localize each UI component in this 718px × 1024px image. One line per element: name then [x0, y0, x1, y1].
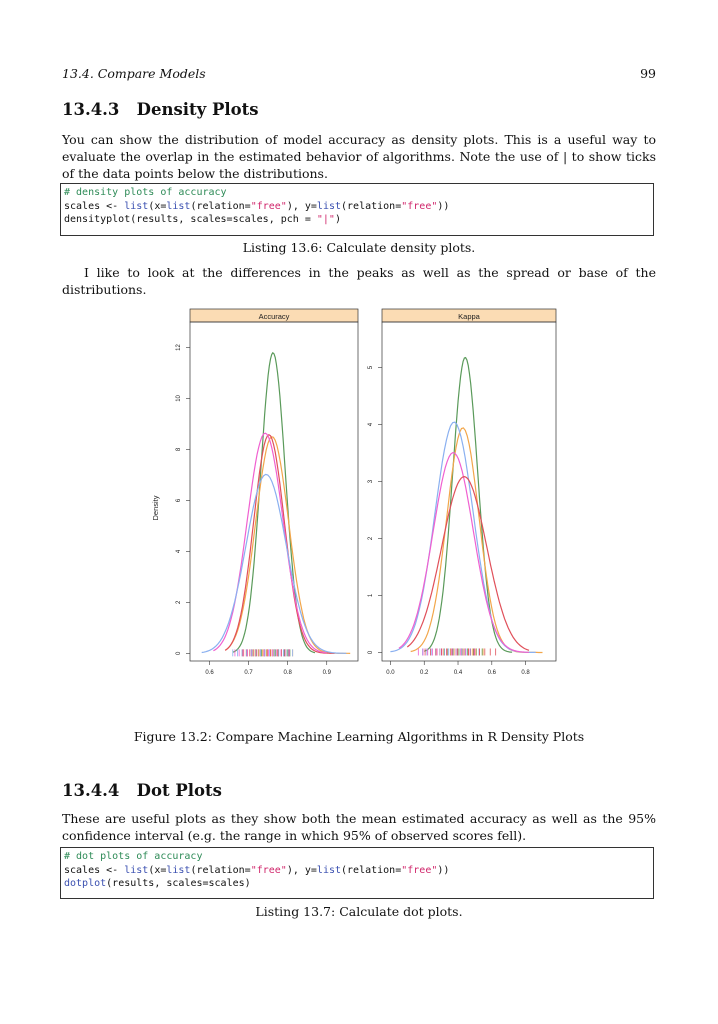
- code-string: "free": [401, 864, 438, 876]
- y-tick-label: 8: [176, 447, 182, 452]
- y-tick-label: 4: [368, 422, 374, 427]
- code-text: )): [437, 864, 450, 876]
- listing-caption-density: Listing 13.6: Calculate density plots.: [242, 240, 476, 255]
- x-tick-label: 0.8: [521, 670, 530, 676]
- y-tick-label: 12: [176, 344, 182, 351]
- running-head: 13.4. Compare Models: [62, 66, 206, 81]
- x-tick-label: 0.0: [386, 670, 395, 676]
- section-title-dot: [62, 781, 222, 800]
- code-text: scales <-: [64, 200, 125, 212]
- density-paragraph: You can show the distribution of model accuracy as density plots. This is a useful way to evaluate the overlap in the estimated behavior of algorithms. Note the use of | to show ticks of the data points below the distributions.: [62, 132, 656, 181]
- density-curve-blue: [202, 474, 347, 653]
- x-tick-label: 0.7: [244, 670, 253, 676]
- peaks-paragraph: I like to look at the differences in the peaks as well as the spread or base of the distributions.: [62, 265, 656, 297]
- x-tick-label: 0.6: [487, 670, 496, 676]
- code-text: (relation=: [341, 864, 402, 876]
- code-function: list: [316, 200, 342, 212]
- panel-kappa: [368, 309, 556, 676]
- code-function: list: [124, 200, 149, 212]
- x-tick-label: 0.4: [453, 670, 463, 676]
- x-tick-label: 0.9: [322, 670, 331, 676]
- y-tick-label: 5: [368, 365, 374, 370]
- dot-paragraph: These are useful plots as they show both the mean estimated accuracy as well as the 95% confidence interval (e.g. the range in which 95% of observed scores fell).: [62, 811, 656, 843]
- code-text: densityplot(results, scales=scales, pch =: [64, 214, 317, 225]
- code-text: (x=: [148, 864, 167, 876]
- y-tick-label: 1: [368, 593, 374, 598]
- code-text: (results, scales=scales): [106, 878, 251, 889]
- section-heading: Density Plots: [136, 100, 259, 119]
- code-text: (relation=: [341, 200, 402, 212]
- code-function: list: [316, 864, 342, 876]
- strip-label-accuracy: Accuracy: [258, 312, 290, 321]
- x-tick-label: 0.8: [283, 670, 292, 676]
- panel-accuracy: [176, 309, 358, 676]
- code-text: ), y=: [286, 864, 317, 876]
- section-heading: Dot Plots: [136, 781, 222, 800]
- section-number: 13.4.3: [62, 100, 120, 119]
- x-tick-label: 0.6: [205, 670, 214, 676]
- y-tick-label: 4: [176, 549, 182, 554]
- code-function: list: [166, 200, 191, 212]
- code-function: list: [166, 864, 191, 876]
- code-text: )): [437, 200, 450, 212]
- y-tick-label: 0: [176, 651, 182, 656]
- density-curve-blue: [390, 422, 535, 652]
- code-listing-dot: [60, 847, 654, 899]
- y-tick-label: 2: [368, 536, 374, 541]
- y-tick-label: 2: [176, 600, 182, 605]
- figure-caption: Figure 13.2: Compare Machine Learning Algorithms in R Density Plots: [133, 729, 585, 744]
- y-tick-label: 6: [176, 498, 182, 503]
- code-function: list: [124, 864, 149, 876]
- strip-label-kappa: Kappa: [458, 312, 480, 321]
- code-comment: # dot plots of accuracy: [64, 851, 203, 862]
- code-string: "free": [250, 200, 287, 212]
- code-string: "free": [401, 200, 438, 212]
- page-number: 99: [640, 66, 656, 81]
- code-string: "free": [250, 864, 287, 876]
- plot-frame-accuracy: [190, 322, 358, 661]
- listing-caption-dot: Listing 13.7: Calculate dot plots.: [255, 904, 463, 919]
- y-tick-label: 3: [368, 479, 374, 484]
- y-tick-label: 0: [368, 650, 374, 655]
- code-function: dotplot: [64, 878, 107, 889]
- code-string: "|": [316, 214, 335, 225]
- code-text: (relation=: [190, 864, 251, 876]
- code-text: ), y=: [286, 200, 317, 212]
- density-curve-pink: [213, 433, 326, 653]
- code-comment: # density plots of accuracy: [64, 187, 227, 198]
- code-text: (x=: [148, 200, 167, 212]
- code-text: ): [334, 214, 341, 225]
- y-tick-label: 10: [176, 395, 182, 402]
- density-curve-green: [233, 353, 315, 653]
- density-curve-red: [225, 435, 334, 654]
- y-axis-label: Density: [151, 495, 160, 521]
- density-curve-pink: [399, 453, 529, 653]
- x-tick-label: 0.2: [420, 670, 429, 676]
- code-text: (relation=: [190, 200, 251, 212]
- code-text: scales <-: [64, 864, 125, 876]
- section-number: 13.4.4: [62, 781, 120, 800]
